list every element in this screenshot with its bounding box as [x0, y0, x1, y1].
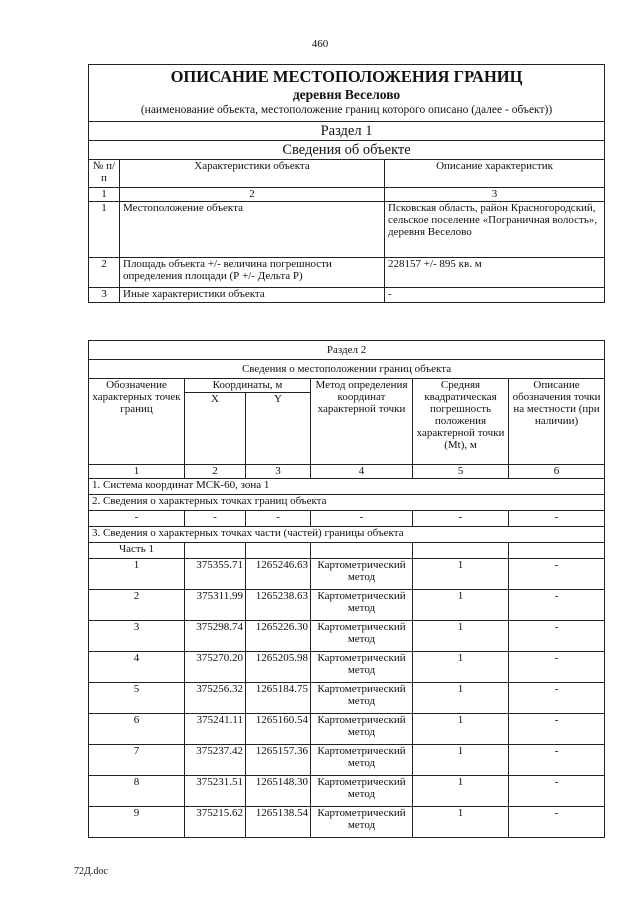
point-y: 1265138.54 [246, 807, 311, 838]
part-label: Часть 1 [89, 543, 185, 559]
point-method: Картометрический метод [311, 559, 413, 590]
point-description: - [509, 807, 605, 838]
point-description: - [509, 683, 605, 714]
point-number: 7 [89, 745, 185, 776]
section1-table [88, 64, 605, 303]
header-error: Средняя квадратическая погрешность положения характерной точки (Mt), м [413, 379, 509, 465]
point-method: Картометрический метод [311, 745, 413, 776]
points-list [89, 559, 605, 838]
file-name: 72Д.doc [74, 866, 108, 877]
table-row [89, 652, 605, 683]
parts-heading: 3. Сведения о характерных точках части (частей) границы объекта [89, 527, 605, 543]
point-error: 1 [413, 714, 509, 745]
row-characteristic: Площадь объекта +/- величина погрешности определения площади (Р +/- Дельта Р) [120, 258, 385, 288]
point-number: 4 [89, 652, 185, 683]
point-y: 1265226.30 [246, 621, 311, 652]
col-number: 4 [311, 465, 413, 479]
row-characteristic: Иные характеристики объекта [120, 288, 385, 303]
point-number: 6 [89, 714, 185, 745]
row-num: 2 [89, 258, 120, 288]
dash-cell: - [509, 511, 605, 527]
row-description: - [385, 288, 605, 303]
col-number: 1 [89, 188, 120, 202]
table-row [89, 288, 605, 303]
header-x: X [185, 393, 246, 465]
row-characteristic: Местоположение объекта [120, 202, 385, 258]
table-row [89, 807, 605, 838]
table-row [89, 683, 605, 714]
dash-cell: - [413, 511, 509, 527]
point-error: 1 [413, 683, 509, 714]
point-method: Картометрический метод [311, 714, 413, 745]
point-number: 3 [89, 621, 185, 652]
point-description: - [509, 621, 605, 652]
point-error: 1 [413, 621, 509, 652]
col-number: 3 [246, 465, 311, 479]
header-y: Y [246, 393, 311, 465]
table-row [89, 511, 605, 527]
point-number: 1 [89, 559, 185, 590]
point-x: 375355.71 [185, 559, 246, 590]
point-number: 8 [89, 776, 185, 807]
point-y: 1265238.63 [246, 590, 311, 621]
row-num: 3 [89, 288, 120, 303]
point-error: 1 [413, 559, 509, 590]
point-y: 1265184.75 [246, 683, 311, 714]
object-note: (наименование объекта, местоположение границ которого описано (далее - объект)) [89, 103, 605, 122]
point-x: 375270.20 [185, 652, 246, 683]
header-description: Описание обозначения точки на местности (при наличии) [509, 379, 605, 465]
point-x: 375231.51 [185, 776, 246, 807]
page-number: 460 [311, 38, 329, 50]
coordinate-system: 1. Система координат МСК-60, зона 1 [89, 479, 605, 495]
point-number: 9 [89, 807, 185, 838]
point-description: - [509, 590, 605, 621]
header-num: № п/п [89, 160, 120, 188]
point-x: 375256.32 [185, 683, 246, 714]
col-number: 3 [385, 188, 605, 202]
col-number: 6 [509, 465, 605, 479]
table-row [89, 559, 605, 590]
dash-cell: - [89, 511, 185, 527]
point-method: Картометрический метод [311, 621, 413, 652]
header-description: Описание характеристик [385, 160, 605, 188]
point-number: 5 [89, 683, 185, 714]
header-method: Метод определения координат характерной точки [311, 379, 413, 465]
point-error: 1 [413, 776, 509, 807]
point-method: Картометрический метод [311, 776, 413, 807]
point-description: - [509, 745, 605, 776]
row-num: 1 [89, 202, 120, 258]
section1-heading: Сведения об объекте [89, 141, 605, 160]
point-description: - [509, 714, 605, 745]
header-point: Обозначение характерных точек границ [89, 379, 185, 465]
point-x: 375241.11 [185, 714, 246, 745]
point-y: 1265205.98 [246, 652, 311, 683]
point-error: 1 [413, 590, 509, 621]
point-y: 1265148.30 [246, 776, 311, 807]
point-error: 1 [413, 652, 509, 683]
point-x: 375311.99 [185, 590, 246, 621]
section1-label: Раздел 1 [89, 122, 605, 141]
row-description: Псковская область, район Красногородский, сельское поселение «Пограничная волость», деревня Веселово [385, 202, 605, 258]
point-description: - [509, 652, 605, 683]
dash-cell: - [246, 511, 311, 527]
table-row [89, 590, 605, 621]
point-error: 1 [413, 807, 509, 838]
point-x: 375237.42 [185, 745, 246, 776]
dash-cell: - [185, 511, 246, 527]
table-row [89, 745, 605, 776]
table-row [89, 621, 605, 652]
dash-cell: - [311, 511, 413, 527]
table-row [89, 714, 605, 745]
point-y: 1265246.63 [246, 559, 311, 590]
col-number: 1 [89, 465, 185, 479]
point-description: - [509, 776, 605, 807]
col-number: 2 [185, 465, 246, 479]
point-description: - [509, 559, 605, 590]
table-row [89, 202, 605, 258]
object-name: деревня Веселово [89, 86, 605, 103]
point-y: 1265157.36 [246, 745, 311, 776]
point-method: Картометрический метод [311, 683, 413, 714]
point-error: 1 [413, 745, 509, 776]
document-title: ОПИСАНИЕ МЕСТОПОЛОЖЕНИЯ ГРАНИЦ [89, 65, 605, 87]
table-row [89, 776, 605, 807]
col-number: 5 [413, 465, 509, 479]
point-number: 2 [89, 590, 185, 621]
col-number: 2 [120, 188, 385, 202]
table-row [89, 258, 605, 288]
header-characteristics: Характеристики объекта [120, 160, 385, 188]
header-coordinates: Координаты, м [185, 379, 311, 393]
section2-table [88, 340, 605, 838]
point-method: Картометрический метод [311, 652, 413, 683]
point-y: 1265160.54 [246, 714, 311, 745]
point-method: Картометрический метод [311, 807, 413, 838]
point-x: 375298.74 [185, 621, 246, 652]
section2-heading: Сведения о местоположении границ объекта [89, 360, 605, 379]
section2-label: Раздел 2 [89, 341, 605, 360]
boundary-points-heading: 2. Сведения о характерных точках границ объекта [89, 495, 605, 511]
point-x: 375215.62 [185, 807, 246, 838]
row-description: 228157 +/- 895 кв. м [385, 258, 605, 288]
point-method: Картометрический метод [311, 590, 413, 621]
